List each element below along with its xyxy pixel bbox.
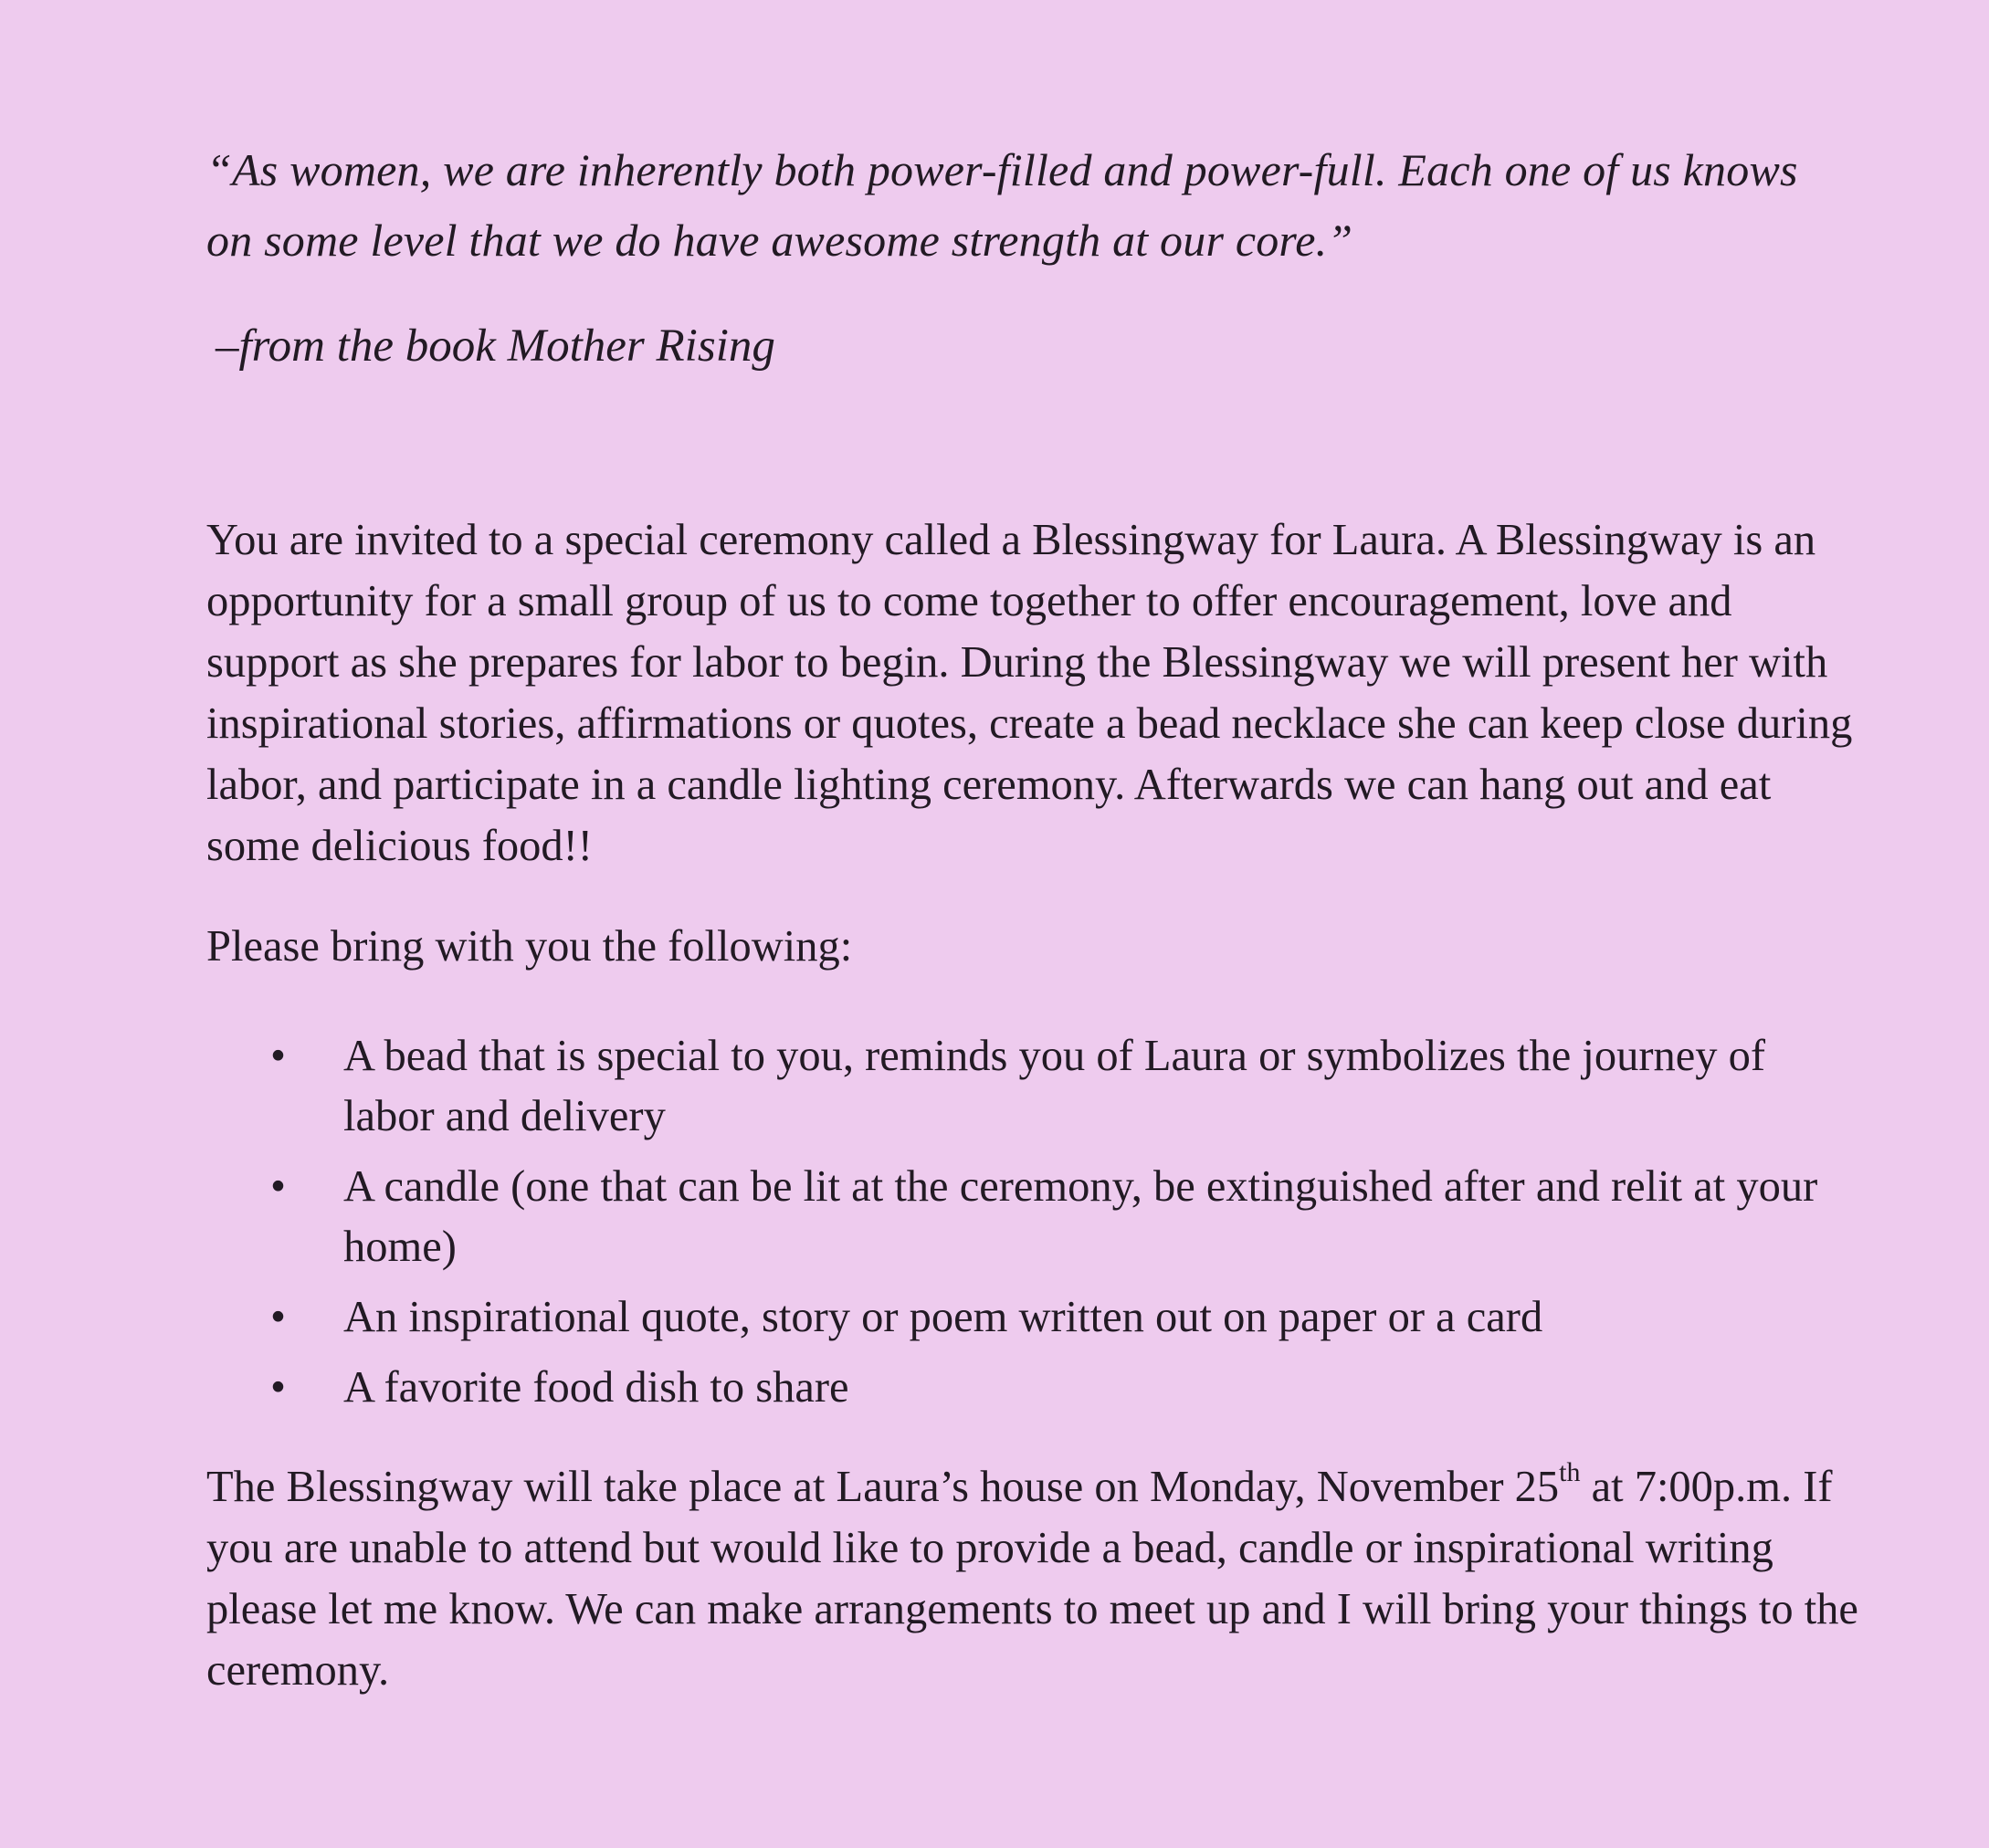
closing-paragraph	[206, 1456, 1859, 1701]
bullet-icon: •	[270, 1293, 286, 1341]
bullet-icon: •	[270, 1032, 286, 1080]
list-item-text: A bead that is special to you, reminds you of Laura or symbolizes the journey of labor and delivery	[343, 1032, 1766, 1140]
list-item	[270, 1026, 1841, 1147]
list-item-text: An inspirational quote, story or poem written out on paper or a card	[343, 1293, 1543, 1341]
list-item-text: A candle (one that can be lit at the ceremony, be extinguished after and relit at your home)	[343, 1162, 1818, 1271]
closing-text-part2: at 7:00p.m. If you are unable to attend but would like to provide a bead, candle or inspirational writing please let me know. We can make arrangements to meet up and I will bring your things to the ceremony.	[206, 1463, 1858, 1695]
bring-list	[270, 1026, 1841, 1428]
closing-text-part1: The Blessingway will take place at Laura’s house on Monday, November 25	[206, 1463, 1560, 1511]
quote-text: “As women, we are inherently both power-filled and power-full. Each one of us knows on some level that we do have awesome strength at our core.”	[206, 144, 1798, 266]
bullet-icon: •	[270, 1363, 286, 1412]
list-item-text: A favorite food dish to share	[343, 1363, 849, 1412]
list-item	[270, 1358, 1841, 1418]
ordinal-suffix: th	[1559, 1457, 1581, 1487]
quote-attribution: –from the book Mother Rising	[216, 320, 775, 372]
intro-paragraph: You are invited to a special ceremony called a Blessingway for Laura. A Blessingway is an opportunity for a small group of us to come together to offer encouragement, love and support as she prepares for labor to begin. During the Blessingway we will present her with inspirational stories, affirmations or quotes, create a bead necklace she can keep close during labor, and participate in a candle lighting ceremony. Afterwards we can hang out and eat some delicious food!!	[206, 516, 1853, 870]
bullet-icon: •	[270, 1162, 286, 1211]
bring-heading: Please bring with you the following:	[206, 922, 853, 971]
list-item	[270, 1157, 1841, 1277]
list-item	[270, 1287, 1841, 1348]
